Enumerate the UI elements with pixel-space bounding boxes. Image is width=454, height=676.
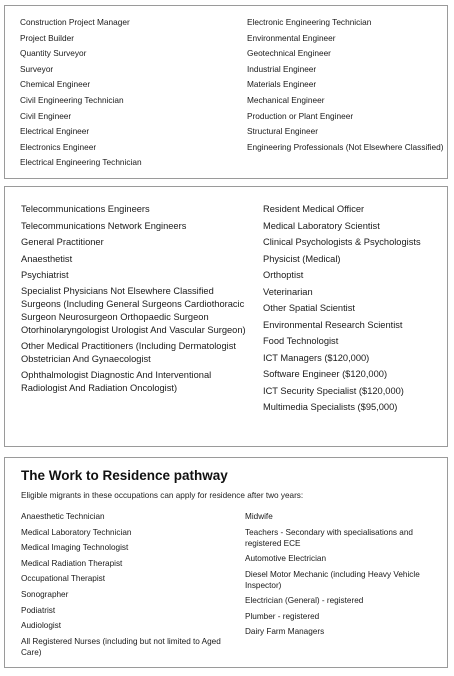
list-item: Environmental Research Scientist	[263, 319, 403, 330]
section-title: The Work to Residence pathway	[21, 468, 228, 483]
list-item: Teachers - Secondary with specialisations and registered ECE	[245, 527, 413, 549]
list-item: Plumber - registered	[245, 611, 320, 621]
list-item: Electrical Engineering Technician	[20, 157, 142, 168]
list-item: Telecommunications Engineers	[21, 204, 150, 214]
list-item: ICT Managers ($120,000)	[263, 352, 370, 363]
list-item: Midwife	[245, 512, 273, 521]
list-item: Electronic Engineering Technician	[247, 17, 372, 27]
list-item: Medical Laboratory Scientist	[263, 220, 380, 231]
list-item: Podiatrist	[21, 605, 56, 615]
list-item: Sonographer	[21, 589, 69, 599]
occupation-list-right	[263, 201, 443, 416]
list-item: Physicist (Medical)	[263, 253, 341, 264]
list-item: Engineering Professionals (Not Elsewhere Classified)	[247, 141, 444, 152]
occupation-list-left	[21, 509, 231, 660]
list-item: All Registered Nurses (including but not limited to Aged Care)	[21, 636, 221, 658]
list-item: Diesel Motor Mechanic (including Heavy Vehicle Inspector)	[245, 569, 420, 591]
list-item: Electrical Engineer	[20, 126, 90, 137]
list-item: Chemical Engineer	[20, 79, 91, 90]
section-subtitle: Eligible migrants in these occupations can apply for residence after two years:	[21, 491, 304, 500]
list-item: Audiologist	[21, 621, 62, 631]
list-item: Project Builder	[20, 32, 74, 43]
list-item: Specialist Physicians Not Elsewhere Classified Surgeons (Including General Surgeons Cardiothoracic Surgeon Neurosurgeon Orthopaedic Surgeon Otorhinolaryngologist Urologist And Vascular Surgeon)	[21, 285, 246, 335]
list-item: Industrial Engineer	[247, 63, 317, 74]
list-item: Software Engineer ($120,000)	[263, 369, 388, 379]
list-item: Telecommunications Network Engineers	[21, 220, 187, 231]
list-item: Electronics Engineer	[20, 141, 97, 152]
list-item: ICT Security Specialist ($120,000)	[263, 385, 404, 396]
occupation-list-left	[20, 15, 235, 171]
list-item: Ophthalmologist Diagnostic And Interventional Radiologist And Radiation Oncologist)	[21, 369, 212, 393]
list-item: Mechanical Engineer	[247, 94, 325, 105]
list-item: Geotechnical Engineer	[247, 48, 331, 59]
list-item: Automotive Electrician	[245, 554, 326, 563]
list-item: Food Technologist	[263, 336, 339, 346]
list-item: Dairy Farm Managers	[245, 627, 325, 637]
list-item: Civil Engineering Technician	[20, 94, 124, 105]
list-item: Materials Engineer	[247, 79, 317, 90]
list-item: Anaesthetist	[21, 253, 73, 264]
list-item: Medical Laboratory Technician	[21, 527, 132, 537]
engineering-occupations-panel	[4, 5, 448, 179]
list-item: Quantity Surveyor	[20, 48, 87, 59]
list-item: Occupational Therapist	[21, 574, 106, 584]
list-item: Environmental Engineer	[247, 32, 336, 43]
work-to-residence-panel	[4, 457, 448, 668]
list-item: Construction Project Manager	[20, 17, 130, 27]
list-item: Structural Engineer	[247, 126, 319, 137]
list-item: Production or Plant Engineer	[247, 110, 354, 121]
list-item: Anaesthetic Technician	[21, 512, 105, 521]
list-item: Other Spatial Scientist	[263, 303, 355, 313]
list-item: Medical Imaging Technologist	[21, 543, 129, 553]
list-item: Electrician (General) - registered	[245, 596, 364, 605]
list-item: Medical Radiation Therapist	[21, 558, 123, 568]
list-item: Other Medical Practitioners (Including Dermatologist Obstetrician And Gynaecologist	[21, 340, 236, 364]
medical-ict-occupations-panel	[4, 186, 448, 447]
list-item: Veterinarian	[263, 286, 313, 297]
list-item: General Practitioner	[21, 237, 104, 247]
occupation-list-right	[245, 509, 445, 640]
list-item: Multimedia Specialists ($95,000)	[263, 402, 398, 412]
list-item: Clinical Psychologists & Psychologists	[263, 237, 421, 247]
list-item: Resident Medical Officer	[263, 204, 365, 214]
list-item: Surveyor	[20, 63, 54, 74]
list-item: Civil Engineer	[20, 110, 72, 121]
occupation-list-right	[247, 15, 445, 153]
occupation-list-left	[21, 201, 251, 397]
list-item: Psychiatrist	[21, 270, 69, 280]
list-item: Orthoptist	[263, 270, 304, 280]
